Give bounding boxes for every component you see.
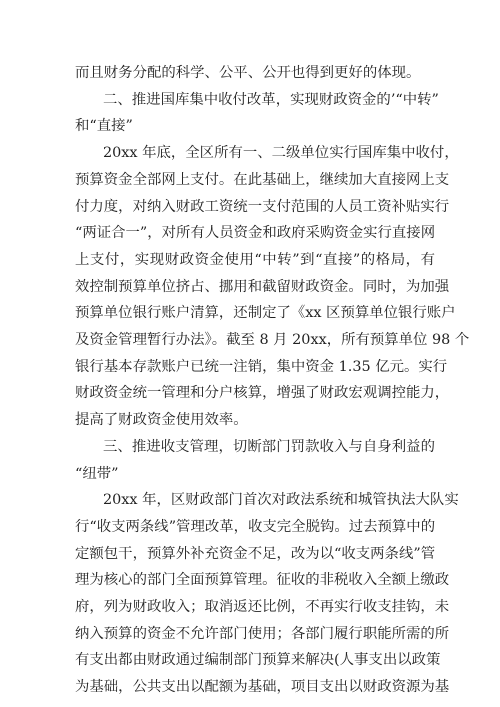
- paragraph-3-line-8: 为基础，公共支出以配额为基础，项目支出以财政资源为基: [75, 679, 450, 696]
- paragraph-2-line-8: 及资金管理暂行办法》。截至 8 月 20xx，所有预算单位 98 个: [75, 332, 470, 348]
- paragraph-3-line-4: 理为核心的部门全面预算管理。征收的非税收入全额上缴政: [75, 572, 450, 589]
- text-line-1: 而且财务分配的科学、公平、公开也得到更好的体现。: [75, 65, 421, 81]
- paragraph-2-line-9: 银行基本存款账户已统一注销，集中资金 1.35 亿元。实行: [75, 358, 448, 375]
- section-heading-2-line-1: 二、推进国库集中收付改革，实现财政资金的’“中转”: [103, 91, 439, 108]
- paragraph-2-line-2: 预算资金全部网上支付。在此基础上，继续加大直接网上支: [75, 171, 450, 188]
- paragraph-2-line-3: 付力度，对纳入财政工资统一支付范围的人员工资补贴实行: [75, 198, 450, 215]
- paragraph-2-line-11: 提高了财政资金使用效率。: [75, 412, 248, 429]
- paragraph-2-line-6: 效控制预算单位挤占、挪用和截留财政资金。同时，为加强: [75, 278, 450, 295]
- paragraph-2-line-1: 20xx 年底，全区所有一、二级单位实行国库集中收付，: [103, 145, 459, 162]
- paragraph-2-line-5: 上支付，实现财政资金使用“中转”到“直接”的格局，有: [75, 251, 435, 268]
- section-heading-3-line-2: “纽带”: [75, 465, 119, 482]
- paragraph-3-line-6: 纳入预算的资金不允许部门使用；各部门履行职能所需的所: [75, 625, 450, 642]
- paragraph-2-line-10: 财政资金统一管理和分户核算，增强了财政宏观调控能力，: [75, 385, 450, 402]
- paragraph-3-line-7: 有支出都由财政通过编制部门预算来解决(人事支出以政策: [75, 652, 441, 669]
- paragraph-2-line-4: “两证合一”，对所有人员资金和政府采购资金实行直接网: [75, 225, 436, 242]
- paragraph-3-line-1: 20xx 年，区财政部门首次对政法系统和城管执法大队实: [103, 492, 459, 509]
- paragraph-3-line-3: 定额包干，预算外补充资金不足，改为以“收支两条线”管: [75, 545, 436, 562]
- paragraph-3-line-2: 行“收支两条线”管理改革，收支完全脱钩。过去预算中的: [75, 518, 436, 535]
- paragraph-3-line-5: 府，列为财政收入；取消返还比例，不再实行收支挂钩，未: [75, 599, 450, 615]
- section-heading-3-line-1: 三、推进收支管理，切断部门罚款收入与自身利益的: [103, 438, 435, 455]
- paragraph-2-line-7: 预算单位银行账户清算，还制定了《xx 区预算单位银行账户: [75, 305, 456, 322]
- section-heading-2-line-2: 和“直接”: [75, 118, 133, 135]
